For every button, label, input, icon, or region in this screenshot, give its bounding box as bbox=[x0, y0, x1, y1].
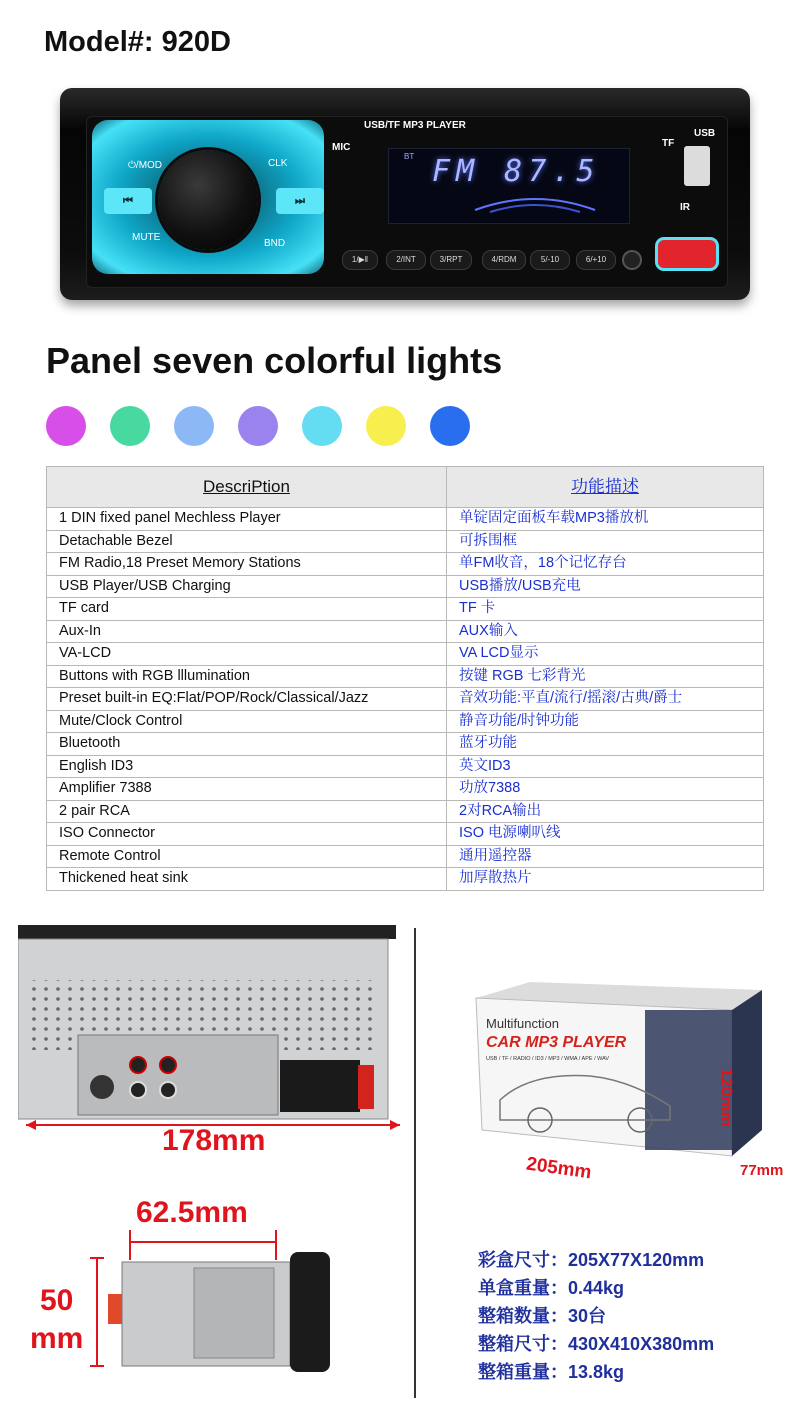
ir-label: IR bbox=[680, 202, 690, 213]
table-cell-feature: VA-LCD bbox=[47, 643, 447, 666]
table-row bbox=[47, 733, 764, 756]
lcd-bt-indicator: BT bbox=[404, 152, 415, 161]
table-cell-feature-cn: ISO 电源喇叭线 bbox=[447, 823, 764, 846]
preset-button-4: 4/RDM bbox=[482, 250, 526, 270]
volume-knob bbox=[158, 150, 258, 250]
table-row bbox=[47, 800, 764, 823]
next-button: ⏭ bbox=[276, 188, 324, 214]
color-swatch bbox=[302, 406, 342, 446]
table-cell-feature-cn: 可拆围框 bbox=[447, 530, 764, 553]
table-cell-feature-cn: 通用遥控器 bbox=[447, 845, 764, 868]
color-swatch bbox=[46, 406, 86, 446]
table-row bbox=[47, 508, 764, 531]
box-line-formats: USB / TF / RADIO / ID3 / MP3 / WMA / APE / WAV bbox=[486, 1056, 610, 1062]
prev-button: ⏮ bbox=[104, 188, 152, 214]
table-row bbox=[47, 710, 764, 733]
mic-label: MIC bbox=[332, 142, 351, 153]
table-row bbox=[47, 665, 764, 688]
table-row bbox=[47, 845, 764, 868]
device-side-image bbox=[104, 1248, 348, 1378]
table-row bbox=[47, 868, 764, 891]
table-cell-feature-cn: USB播放/USB充电 bbox=[447, 575, 764, 598]
table-cell-feature-cn: 英文ID3 bbox=[447, 755, 764, 778]
color-swatch bbox=[366, 406, 406, 446]
height-dimension-unit: mm bbox=[30, 1322, 84, 1355]
table-row bbox=[47, 598, 764, 621]
table-cell-feature: Mute/Clock Control bbox=[47, 710, 447, 733]
packing-info bbox=[478, 1246, 714, 1386]
table-cell-feature: USB Player/USB Charging bbox=[47, 575, 447, 598]
table-cell-feature-cn: 单锭固定面板车载MP3播放机 bbox=[447, 508, 764, 531]
mute-label: MUTE bbox=[132, 232, 161, 243]
box-line-multifunction: Multifunction bbox=[486, 1016, 559, 1031]
packing-line-box-weight: 单盒重量：0.44kg bbox=[478, 1278, 625, 1298]
lcd-spectrum-icon bbox=[470, 190, 600, 216]
lcd-frequency: FM 87.5 bbox=[432, 154, 601, 189]
height-dimension-number: 50 bbox=[40, 1284, 74, 1317]
header-description-cn: 功能描述 bbox=[447, 467, 764, 508]
table-row bbox=[47, 755, 764, 778]
box-line-car-mp3: CAR MP3 PLAYER bbox=[486, 1034, 627, 1051]
table-cell-feature: FM Radio,18 Preset Memory Stations bbox=[47, 553, 447, 576]
table-cell-feature: ISO Connector bbox=[47, 823, 447, 846]
section-divider bbox=[414, 928, 416, 1398]
table-cell-feature: Bluetooth bbox=[47, 733, 447, 756]
usb-charging-port bbox=[658, 240, 716, 268]
spec-table bbox=[46, 466, 764, 891]
table-cell-feature-cn: 静音功能/时钟功能 bbox=[447, 710, 764, 733]
table-cell-feature: English ID3 bbox=[47, 755, 447, 778]
color-swatch bbox=[174, 406, 214, 446]
depth-dimension: 62.5mm bbox=[136, 1196, 248, 1229]
table-row bbox=[47, 575, 764, 598]
color-swatch bbox=[238, 406, 278, 446]
table-cell-feature-cn: 2对RCA输出 bbox=[447, 800, 764, 823]
table-cell-feature: Thickened heat sink bbox=[47, 868, 447, 891]
table-row bbox=[47, 620, 764, 643]
table-cell-feature: 1 DIN fixed panel Mechless Player bbox=[47, 508, 447, 531]
table-cell-feature: TF card bbox=[47, 598, 447, 621]
table-cell-feature-cn: AUX输入 bbox=[447, 620, 764, 643]
table-row bbox=[47, 530, 764, 553]
color-swatch bbox=[430, 406, 470, 446]
table-cell-feature: Aux-In bbox=[47, 620, 447, 643]
player-label: USB/TF MP3 PLAYER bbox=[364, 120, 466, 131]
bnd-label: BND bbox=[264, 238, 286, 249]
table-cell-feature-cn: VA LCD显示 bbox=[447, 643, 764, 666]
table-cell-feature: Amplifier 7388 bbox=[47, 778, 447, 801]
usb-port bbox=[684, 146, 710, 186]
height-dimension-arrow bbox=[90, 1256, 104, 1368]
aux-jack bbox=[622, 250, 642, 270]
tf-label: TF bbox=[662, 138, 675, 149]
usb-label: USB bbox=[694, 128, 716, 139]
packing-line-carton-size: 整箱尺寸：430X410X380mm bbox=[478, 1334, 715, 1354]
clk-label: CLK bbox=[268, 158, 288, 169]
table-header-row bbox=[47, 467, 764, 508]
packing-line-carton-qty: 整箱数量：30台 bbox=[478, 1306, 607, 1326]
table-cell-feature-cn: 音效功能:平直/流行/摇滚/古典/爵士 bbox=[447, 688, 764, 711]
box-depth-dimension: 77mm bbox=[740, 1162, 784, 1179]
table-cell-feature-cn: 单FM收音，18个记忆存台 bbox=[447, 553, 764, 576]
preset-button-3: 3/RPT bbox=[430, 250, 472, 270]
preset-button-2: 2/INT bbox=[386, 250, 426, 270]
table-row bbox=[47, 823, 764, 846]
table-row bbox=[47, 688, 764, 711]
table-cell-feature: 2 pair RCA bbox=[47, 800, 447, 823]
table-cell-feature: Remote Control bbox=[47, 845, 447, 868]
colorful-lights-heading: Panel seven colorful lights bbox=[46, 340, 503, 381]
table-row bbox=[47, 778, 764, 801]
box-width-dimension: 205mm bbox=[524, 1153, 593, 1184]
table-row bbox=[47, 553, 764, 576]
packing-line-box-size: 彩盒尺寸：205X77X120mm bbox=[478, 1250, 705, 1270]
mod-label: ⏻/MOD bbox=[128, 160, 163, 171]
table-cell-feature-cn: TF 卡 bbox=[447, 598, 764, 621]
width-dimension: 178mm bbox=[162, 1124, 266, 1157]
table-cell-feature-cn: 功放7388 bbox=[447, 778, 764, 801]
table-cell-feature-cn: 蓝牙功能 bbox=[447, 733, 764, 756]
packing-line-carton-weight: 整箱重量：13.8kg bbox=[478, 1362, 625, 1382]
preset-button-1: 1/▶‖ bbox=[342, 250, 378, 270]
table-cell-feature-cn: 按键 RGB 七彩背光 bbox=[447, 665, 764, 688]
color-swatch bbox=[110, 406, 150, 446]
table-cell-feature: Buttons with RGB lllumination bbox=[47, 665, 447, 688]
model-title: Model#: 920D bbox=[44, 26, 231, 58]
table-cell-feature: Detachable Bezel bbox=[47, 530, 447, 553]
device-rear-image bbox=[18, 925, 398, 1125]
table-cell-feature: Preset built-in EQ:Flat/POP/Rock/Classical/Jazz bbox=[47, 688, 447, 711]
header-description: DescriPtion bbox=[47, 467, 447, 508]
preset-button-6: 6/+10 bbox=[576, 250, 616, 270]
table-cell-feature-cn: 加厚散热片 bbox=[447, 868, 764, 891]
box-height-dimension: 120mm bbox=[717, 1068, 736, 1127]
preset-button-5: 5/-10 bbox=[530, 250, 570, 270]
table-row bbox=[47, 643, 764, 666]
